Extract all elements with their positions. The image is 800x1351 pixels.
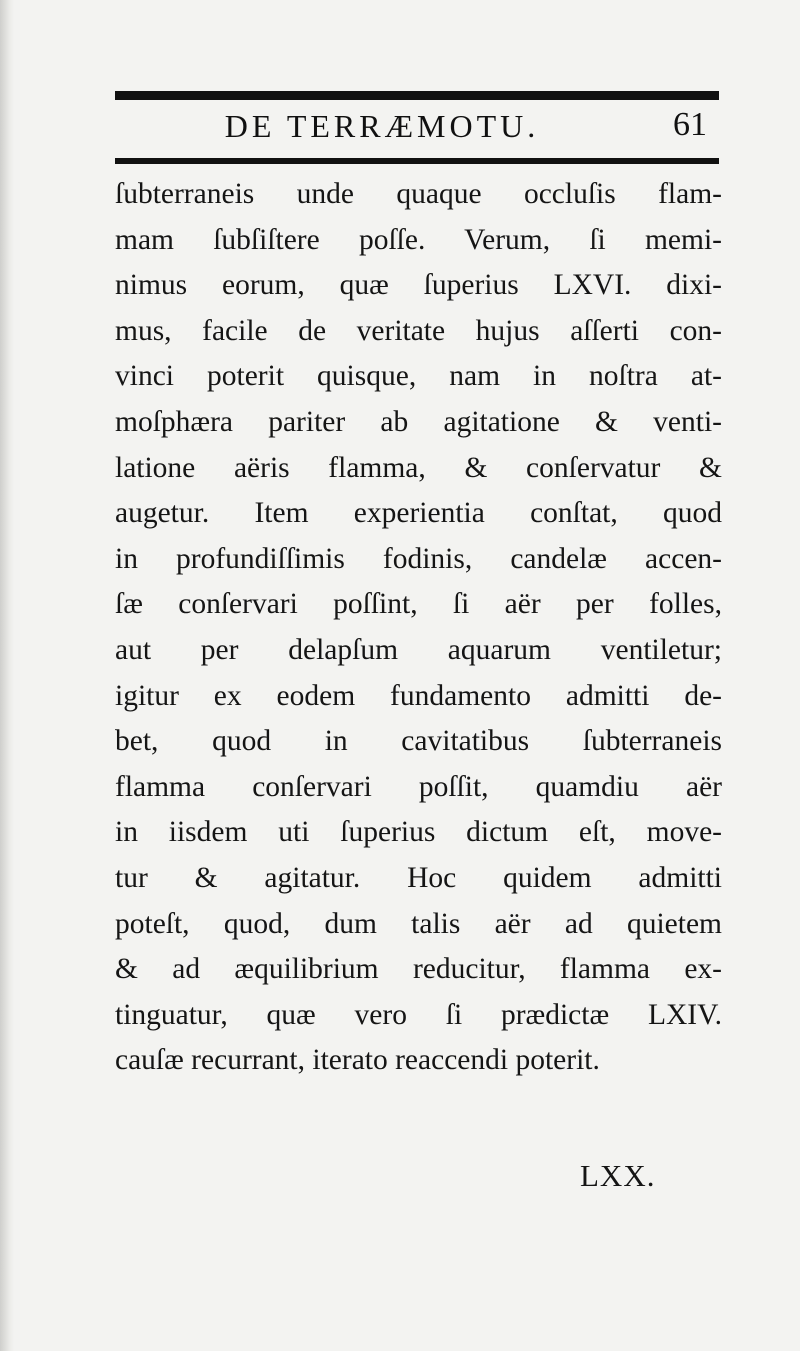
text-line: in iisdem uti ſuperius dictum eſt, move- — [115, 816, 722, 849]
text-line: tur & agitatur. Hoc quidem admitti — [115, 861, 722, 894]
header-rule-top — [115, 91, 719, 100]
catchword: LXX. — [580, 1158, 656, 1193]
text-line: cauſæ recurrant, iterato reaccendi poterit. — [115, 1044, 600, 1077]
header-rule-bottom — [115, 158, 719, 164]
text-line: poteſt, quod, dum talis aër ad quietem — [115, 907, 722, 940]
page-gutter-shadow — [0, 0, 14, 1351]
text-line: nimus eorum, quæ ſuperius LXVI. dixi- — [115, 269, 722, 302]
text-line: mam ſubſiſtere poſſe. Verum, ſi memi- — [115, 223, 722, 256]
running-head-title: DE TERRÆMOTU. — [224, 108, 540, 144]
text-line: latione aëris flamma, & conſervatur & — [115, 451, 722, 484]
body-text — [115, 172, 722, 1084]
text-line: igitur ex eodem fundamento admitti de- — [115, 679, 722, 712]
text-line: ſubterraneis unde quaque occluſis flam- — [115, 178, 722, 210]
text-line: flamma conſervari poſſit, quamdiu aër — [115, 770, 722, 803]
text-line: aut per delapſum aquarum ventiletur; — [115, 633, 722, 666]
text-line: vinci poterit quisque, nam in noſtra at- — [115, 360, 722, 393]
running-head — [115, 104, 719, 154]
text-line: augetur. Item experientia conſtat, quod — [115, 497, 722, 530]
page-number: 61 — [673, 106, 707, 143]
text-line: bet, quod in cavitatibus ſubterraneis — [115, 725, 722, 758]
text-line: moſphæra pariter ab agitatione & venti- — [115, 405, 722, 438]
text-line: & ad æquilibrium reducitur, flamma ex- — [115, 953, 722, 986]
text-line: mus, facile de veritate hujus aſſerti con- — [115, 314, 722, 347]
text-line: tinguatur, quæ vero ſi prædictæ LXIV. — [115, 998, 722, 1031]
text-line: in profundiſſimis fodinis, candelæ accen- — [115, 542, 722, 575]
text-line: ſæ conſervari poſſint, ſi aër per folles, — [115, 588, 722, 621]
